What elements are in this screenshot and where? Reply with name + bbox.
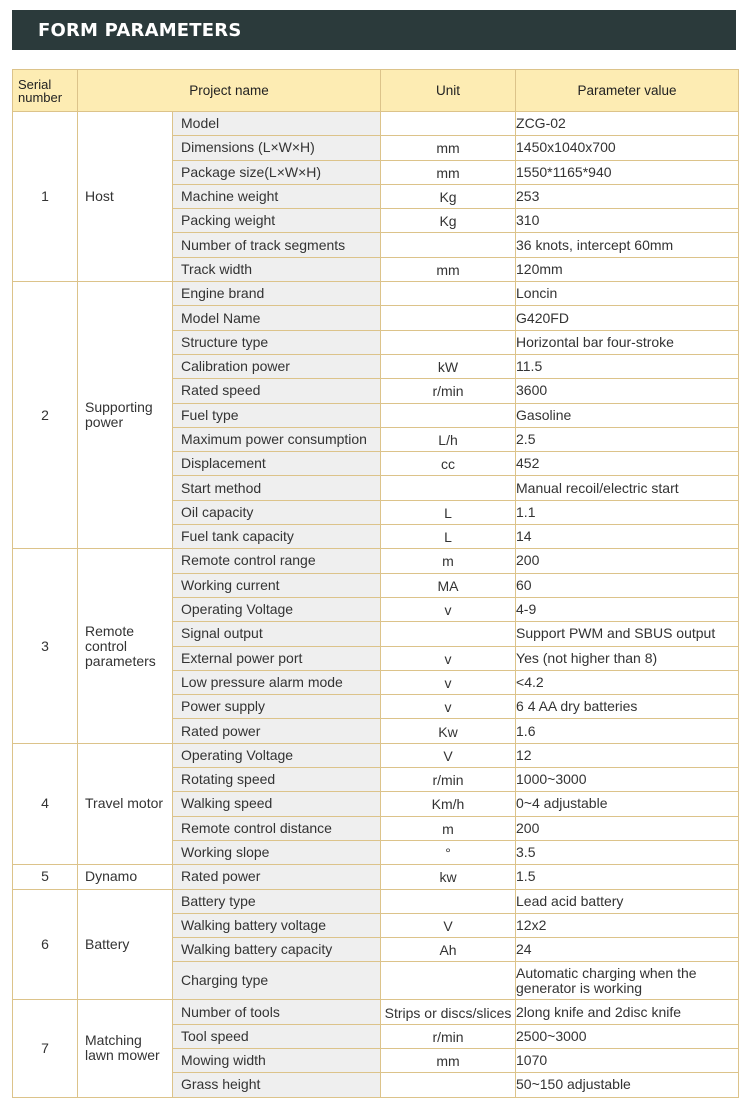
unit-cell: r/min — [381, 379, 516, 403]
parameter-name-cell: Remote control range — [173, 549, 381, 573]
parameter-name-cell: Machine weight — [173, 184, 381, 208]
unit-cell: r/min — [381, 1024, 516, 1048]
parameter-value-cell: 0~4 adjustable — [516, 792, 739, 816]
parameter-value-cell: 11.5 — [516, 354, 739, 378]
unit-cell: ° — [381, 840, 516, 864]
unit-cell — [381, 1073, 516, 1097]
serial-number-cell: 5 — [13, 865, 78, 889]
parameter-value-cell: 1450x1040x700 — [516, 136, 739, 160]
parameter-name-cell: Grass height — [173, 1073, 381, 1097]
project-group-cell: Remote control parameters — [78, 549, 173, 743]
parameter-name-cell: Structure type — [173, 330, 381, 354]
parameter-name-cell: Remote control distance — [173, 816, 381, 840]
table-row — [13, 743, 739, 767]
unit-cell: V — [381, 743, 516, 767]
unit-cell: Kg — [381, 209, 516, 233]
parameter-name-cell: Rated power — [173, 865, 381, 889]
unit-cell — [381, 403, 516, 427]
parameter-value-cell: 200 — [516, 549, 739, 573]
unit-cell: Kg — [381, 184, 516, 208]
unit-cell: mm — [381, 257, 516, 281]
header-banner — [12, 10, 736, 50]
parameter-value-cell: 6 4 AA dry batteries — [516, 695, 739, 719]
unit-cell — [381, 962, 516, 1000]
parameter-value-cell: 1000~3000 — [516, 768, 739, 792]
unit-cell — [381, 476, 516, 500]
parameter-value-cell: 120mm — [516, 257, 739, 281]
project-group-cell: Battery — [78, 889, 173, 1000]
unit-cell: m — [381, 816, 516, 840]
header-row — [13, 70, 739, 112]
unit-cell: Ah — [381, 938, 516, 962]
parameter-value-cell: 24 — [516, 938, 739, 962]
header-serial-number: Serial number — [13, 70, 78, 112]
unit-cell: v — [381, 646, 516, 670]
unit-cell: L — [381, 525, 516, 549]
unit-cell: V — [381, 913, 516, 937]
unit-cell — [381, 282, 516, 306]
parameter-name-cell: Tool speed — [173, 1024, 381, 1048]
parameter-value-cell: 1550*1165*940 — [516, 160, 739, 184]
parameter-value-cell: 1.1 — [516, 500, 739, 524]
parameter-name-cell: Number of tools — [173, 1000, 381, 1024]
parameter-value-cell: Yes (not higher than 8) — [516, 646, 739, 670]
unit-cell — [381, 306, 516, 330]
parameter-name-cell: Fuel type — [173, 403, 381, 427]
parameter-name-cell: Maximum power consumption — [173, 427, 381, 451]
parameter-name-cell: Walking speed — [173, 792, 381, 816]
serial-number-cell: 1 — [13, 112, 78, 282]
parameter-name-cell: Packing weight — [173, 209, 381, 233]
parameter-name-cell: Walking battery capacity — [173, 938, 381, 962]
parameter-value-cell: 1.5 — [516, 865, 739, 889]
parameter-name-cell: Oil capacity — [173, 500, 381, 524]
parameter-name-cell: Start method — [173, 476, 381, 500]
unit-cell — [381, 889, 516, 913]
header-unit: Unit — [381, 70, 516, 112]
table-row — [13, 112, 739, 136]
parameter-name-cell: Model Name — [173, 306, 381, 330]
parameter-name-cell: Mowing width — [173, 1048, 381, 1072]
parameter-value-cell: 2500~3000 — [516, 1024, 739, 1048]
table-body — [13, 112, 739, 1098]
table-row — [13, 549, 739, 573]
parameter-value-cell: 253 — [516, 184, 739, 208]
parameter-value-cell: G420FD — [516, 306, 739, 330]
parameter-value-cell: Manual recoil/electric start — [516, 476, 739, 500]
table-row — [13, 865, 739, 889]
unit-cell: Km/h — [381, 792, 516, 816]
parameter-name-cell: Track width — [173, 257, 381, 281]
parameter-name-cell: Calibration power — [173, 354, 381, 378]
parameter-value-cell: 14 — [516, 525, 739, 549]
parameter-value-cell: 60 — [516, 573, 739, 597]
unit-cell: mm — [381, 1048, 516, 1072]
parameter-value-cell: <4.2 — [516, 670, 739, 694]
parameter-name-cell: Model — [173, 112, 381, 136]
unit-cell: L — [381, 500, 516, 524]
serial-number-cell: 6 — [13, 889, 78, 1000]
table-row — [13, 889, 739, 913]
parameter-name-cell: Battery type — [173, 889, 381, 913]
parameter-value-cell: 12x2 — [516, 913, 739, 937]
parameter-value-cell: 12 — [516, 743, 739, 767]
parameter-name-cell: Rated speed — [173, 379, 381, 403]
parameter-value-cell: Support PWM and SBUS output — [516, 622, 739, 646]
parameter-value-cell: 1070 — [516, 1048, 739, 1072]
serial-number-cell: 3 — [13, 549, 78, 743]
parameter-name-cell: External power port — [173, 646, 381, 670]
project-group-cell: Host — [78, 112, 173, 282]
parameter-name-cell: Dimensions (L×W×H) — [173, 136, 381, 160]
parameter-name-cell: Low pressure alarm mode — [173, 670, 381, 694]
parameter-value-cell: 452 — [516, 452, 739, 476]
parameter-name-cell: Rotating speed — [173, 768, 381, 792]
unit-cell: v — [381, 670, 516, 694]
unit-cell: m — [381, 549, 516, 573]
parameter-name-cell: Working current — [173, 573, 381, 597]
parameter-name-cell: Displacement — [173, 452, 381, 476]
parameter-value-cell: 36 knots, intercept 60mm — [516, 233, 739, 257]
serial-number-cell: 7 — [13, 1000, 78, 1097]
parameter-value-cell: Automatic charging when the generator is working — [516, 962, 739, 1000]
parameter-value-cell: 310 — [516, 209, 739, 233]
parameter-name-cell: Charging type — [173, 962, 381, 1000]
parameters-table — [12, 69, 739, 1098]
header-parameter-value: Parameter value — [516, 70, 739, 112]
project-group-cell: Travel motor — [78, 743, 173, 864]
unit-cell — [381, 112, 516, 136]
unit-cell: mm — [381, 136, 516, 160]
unit-cell: kW — [381, 354, 516, 378]
unit-cell: cc — [381, 452, 516, 476]
table-row — [13, 282, 739, 306]
parameter-value-cell: 4-9 — [516, 597, 739, 621]
project-group-cell: Matching lawn mower — [78, 1000, 173, 1097]
serial-number-cell: 4 — [13, 743, 78, 864]
unit-cell: MA — [381, 573, 516, 597]
parameter-value-cell: 50~150 adjustable — [516, 1073, 739, 1097]
parameter-value-cell: 3600 — [516, 379, 739, 403]
unit-cell: r/min — [381, 768, 516, 792]
serial-number-cell: 2 — [13, 282, 78, 549]
parameter-value-cell: Gasoline — [516, 403, 739, 427]
unit-cell: kw — [381, 865, 516, 889]
unit-cell: L/h — [381, 427, 516, 451]
parameter-name-cell: Operating Voltage — [173, 743, 381, 767]
unit-cell: v — [381, 695, 516, 719]
table-row — [13, 1000, 739, 1024]
parameter-name-cell: Number of track segments — [173, 233, 381, 257]
parameter-name-cell: Engine brand — [173, 282, 381, 306]
parameter-name-cell: Signal output — [173, 622, 381, 646]
parameter-name-cell: Rated power — [173, 719, 381, 743]
project-group-cell: Dynamo — [78, 865, 173, 889]
parameter-value-cell: 200 — [516, 816, 739, 840]
unit-cell — [381, 330, 516, 354]
page-title: FORM PARAMETERS — [38, 20, 242, 41]
parameter-name-cell: Package size(L×W×H) — [173, 160, 381, 184]
parameter-value-cell: Loncin — [516, 282, 739, 306]
unit-cell: Strips or discs/slices — [381, 1000, 516, 1024]
unit-cell: v — [381, 597, 516, 621]
parameter-value-cell: Lead acid battery — [516, 889, 739, 913]
parameter-name-cell: Working slope — [173, 840, 381, 864]
parameter-value-cell: 3.5 — [516, 840, 739, 864]
parameter-value-cell: 2long knife and 2disc knife — [516, 1000, 739, 1024]
unit-cell — [381, 622, 516, 646]
parameter-value-cell: Horizontal bar four-stroke — [516, 330, 739, 354]
parameter-value-cell: 2.5 — [516, 427, 739, 451]
unit-cell — [381, 233, 516, 257]
parameter-name-cell: Fuel tank capacity — [173, 525, 381, 549]
unit-cell: Kw — [381, 719, 516, 743]
header-project-name: Project name — [78, 70, 381, 112]
parameter-name-cell: Power supply — [173, 695, 381, 719]
project-group-cell: Supporting power — [78, 282, 173, 549]
parameter-value-cell: ZCG-02 — [516, 112, 739, 136]
parameter-name-cell: Walking battery voltage — [173, 913, 381, 937]
parameter-value-cell: 1.6 — [516, 719, 739, 743]
unit-cell: mm — [381, 160, 516, 184]
parameter-name-cell: Operating Voltage — [173, 597, 381, 621]
